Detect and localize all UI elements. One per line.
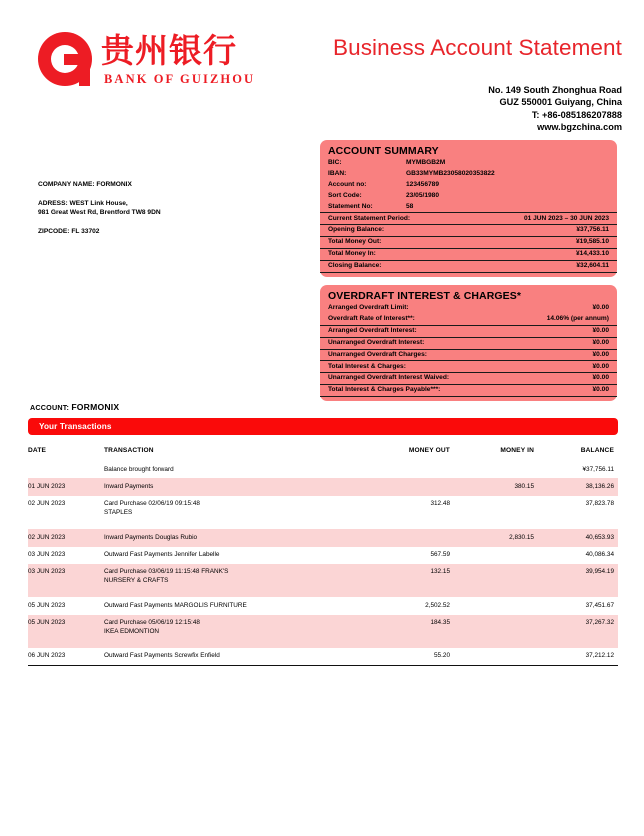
overdraft-row-arranged-interest-value: ¥0.00 <box>592 326 609 334</box>
table-row <box>28 564 618 597</box>
statement-header <box>0 0 644 133</box>
overdraft-row-unarranged-interest <box>320 337 617 349</box>
account-summary-title: ACCOUNT SUMMARY <box>328 145 439 157</box>
cell-transaction: Outward Fast Payments Jennifer Labelle <box>104 551 220 559</box>
cell-transaction: Inward Payments <box>104 478 358 495</box>
customer-zipcode: ZIPCODE: FL 33702 <box>38 227 100 235</box>
cell-date: 02 JUN 2023 <box>28 529 104 546</box>
summary-field-sort-code-value: 23/05/1980 <box>406 191 440 199</box>
cell-transaction-line2: STAPLES <box>104 508 133 516</box>
table-row <box>28 615 618 648</box>
table-row <box>28 529 618 546</box>
account-summary-panel <box>320 140 617 277</box>
cell-money-in <box>454 615 538 648</box>
bank-name-english: BANK OF GUIZHOU <box>104 71 256 86</box>
table-row <box>28 648 618 666</box>
cell-balance: ¥37,756.11 <box>582 465 614 473</box>
cell-balance: 38,136.26 <box>538 478 618 495</box>
cell-money-out: 312.48 <box>430 500 450 508</box>
bank-logo-text <box>101 32 255 87</box>
summary-row-opening-balance <box>320 224 617 236</box>
cell-date: 03 JUN 2023 <box>28 551 66 559</box>
summary-row-total-money-in-value: ¥14,433.10 <box>575 250 609 258</box>
cell-money-in <box>454 496 538 529</box>
cell-money-out: 567.59 <box>430 551 450 559</box>
overdraft-row-interest-waived-label: Unarranged Overdraft Interest Waived: <box>328 374 450 382</box>
account-holder-line <box>30 402 119 412</box>
summary-field-statement-no-label: Statement No: <box>328 202 373 210</box>
overdraft-row-total-interest-charges-label: Total Interest & Charges: <box>328 362 406 370</box>
overdraft-row-unarranged-charges-value: ¥0.00 <box>592 350 609 358</box>
summary-field-account-no-value: 123456789 <box>406 180 440 188</box>
bank-website: www.bgzchina.com <box>537 122 622 133</box>
summary-row-closing-balance-value: ¥32,604.11 <box>576 262 609 270</box>
transactions-table <box>28 445 618 666</box>
table-bottom-rule-cell <box>28 666 618 667</box>
cell-date: 06 JUN 2023 <box>28 652 66 660</box>
cell-date <box>28 461 104 478</box>
column-header-transaction: TRANSACTION <box>104 447 154 454</box>
cell-date: 05 JUN 2023 <box>28 601 66 609</box>
overdraft-row-unarranged-interest-label: Unarranged Overdraft Interest: <box>328 338 425 346</box>
summary-row-statement-period <box>320 212 617 224</box>
table-bottom-rule <box>28 666 618 667</box>
cell-transaction: Card Purchase 02/06/19 09:15:48 STAPLES <box>104 496 358 529</box>
cell-money-in <box>454 648 538 666</box>
column-header-balance: BALANCE <box>580 447 614 454</box>
overdraft-row-interest-waived-value: ¥0.00 <box>592 374 609 382</box>
bank-address <box>488 84 622 134</box>
cell-transaction: Inward Payments Douglas Rubio <box>104 529 358 546</box>
summary-field-iban <box>320 169 617 180</box>
table-row <box>28 478 618 495</box>
summary-field-sort-code <box>320 191 617 202</box>
table-row <box>28 461 618 478</box>
summary-row-opening-balance-value: ¥37,756.11 <box>576 226 609 234</box>
overdraft-row-arranged-limit-value: ¥0.00 <box>592 304 609 312</box>
customer-details <box>38 180 161 236</box>
cell-transaction-line2: IKEA EDMONTION <box>104 627 160 635</box>
overdraft-row-arranged-limit-label: Arranged Overdraft Limit: <box>328 304 409 312</box>
cell-money-in <box>454 547 538 564</box>
cell-money-in <box>454 461 538 478</box>
summary-field-account-no <box>320 180 617 191</box>
overdraft-row-total-interest-charges <box>320 360 617 372</box>
cell-money-out <box>358 529 454 546</box>
cell-date: 05 JUN 2023 <box>28 615 104 648</box>
bank-address-city: GUZ 550001 Guiyang, China <box>499 97 622 108</box>
summary-field-account-no-label: Account no: <box>328 180 367 188</box>
overdraft-row-rate-of-interest-label: Overdraft Rate of Interest**: <box>328 315 415 323</box>
cell-date: 01 JUN 2023 <box>28 478 104 495</box>
overdraft-row-interest-waived <box>320 372 617 384</box>
cell-transaction: Outward Fast Payments Screwfix Enfield <box>104 652 220 660</box>
overdraft-row-total-payable-label: Total Interest & Charges Payable***: <box>328 386 441 394</box>
bank-logo <box>38 32 255 87</box>
overdraft-row-total-payable <box>320 384 617 397</box>
summary-field-bic-value: MYMBGB2M <box>406 159 446 167</box>
column-header-money-out: MONEY OUT <box>408 447 450 454</box>
cell-date: 02 JUN 2023 <box>28 500 66 508</box>
cell-money-out: 2,502.52 <box>425 601 450 609</box>
summary-field-bic <box>320 158 617 169</box>
customer-address-line-1: ADRESS: WEST Link House, <box>38 199 128 207</box>
column-header-money-in: MONEY IN <box>500 447 534 454</box>
cell-transaction: Card Purchase 03/06/19 11:15:48 FRANK'S NURSERY & CRAFTS <box>104 564 358 597</box>
summary-row-statement-period-label: Current Statement Period: <box>328 214 411 222</box>
cell-balance: 37,823.78 <box>585 500 614 508</box>
overdraft-row-arranged-interest-label: Arranged Overdraft Interest: <box>328 326 417 334</box>
summary-row-closing-balance <box>320 260 617 273</box>
cell-balance: 40,653.93 <box>538 529 618 546</box>
cell-money-in: 2,830.15 <box>454 529 538 546</box>
cell-money-out: 132.15 <box>358 564 454 597</box>
transactions-section-title: Your Transactions <box>39 422 112 431</box>
transactions-table-body <box>28 461 618 666</box>
guizhou-g-mark-icon <box>38 32 92 86</box>
cell-money-out: 184.35 <box>358 615 454 648</box>
cell-money-in: 380.15 <box>454 478 538 495</box>
cell-transaction: Balance brought forward <box>104 465 174 473</box>
summary-row-opening-balance-label: Opening Balance: <box>328 226 385 234</box>
bank-phone: T: +86-085186207888 <box>531 109 622 120</box>
overdraft-panel-title: OVERDRAFT INTEREST & CHARGES* <box>328 290 522 302</box>
summary-row-total-money-in-label: Total Money In: <box>328 250 376 258</box>
customer-address-line-2: 981 Great West Rd, Brentford TW8 9DN <box>38 209 161 216</box>
table-header-row <box>28 445 618 461</box>
cell-money-out <box>358 478 454 495</box>
bank-address-street: No. 149 South Zhonghua Road <box>488 85 622 95</box>
cell-balance: 37,267.32 <box>538 615 618 648</box>
cell-balance: 40,086.34 <box>585 551 614 559</box>
overdraft-row-unarranged-charges <box>320 349 617 361</box>
account-holder-prefix: ACCOUNT: <box>30 403 70 412</box>
overdraft-row-rate-of-interest-value: 14.06% (per annum) <box>546 315 609 323</box>
summary-row-closing-balance-label: Closing Balance: <box>328 262 382 270</box>
overdraft-row-total-interest-charges-value: ¥0.00 <box>592 362 609 370</box>
summary-row-total-money-out <box>320 236 617 248</box>
summary-field-sort-code-label: Sort Code: <box>328 191 362 199</box>
summary-field-bic-label: BIC: <box>328 159 342 167</box>
cell-transaction-line2: NURSERY & CRAFTS <box>104 576 169 584</box>
transactions-section-bar <box>28 418 618 435</box>
overdraft-row-rate-of-interest <box>320 314 617 325</box>
cell-balance: 37,451.67 <box>585 601 614 609</box>
overdraft-row-total-payable-value: ¥0.00 <box>592 386 609 394</box>
cell-date: 03 JUN 2023 <box>28 564 104 597</box>
cell-money-in <box>454 597 538 614</box>
table-row <box>28 597 618 614</box>
cell-money-out: 55.20 <box>434 652 450 660</box>
summary-field-iban-value: GB33MYMB23058020353822 <box>406 170 495 178</box>
summary-field-iban-label: IBAN: <box>328 170 347 178</box>
transactions-table-header <box>28 445 618 461</box>
summary-row-statement-period-value: 01 JUN 2023 – 30 JUN 2023 <box>523 214 609 222</box>
summary-row-total-money-out-label: Total Money Out: <box>328 238 382 246</box>
account-holder-name: FORMONIX <box>71 402 120 412</box>
cell-balance: 39,954.19 <box>538 564 618 597</box>
cell-transaction: Card Purchase 05/06/19 12:15:48 IKEA EDMONTION <box>104 615 358 648</box>
bank-name-chinese: 贵州银行 <box>101 31 237 70</box>
cell-money-in <box>454 564 538 597</box>
overdraft-row-unarranged-charges-label: Unarranged Overdraft Charges: <box>328 350 427 358</box>
column-header-date: DATE <box>28 447 47 454</box>
table-row <box>28 496 618 529</box>
table-row <box>28 547 618 564</box>
cell-money-out <box>358 461 454 478</box>
overdraft-row-arranged-limit <box>320 303 617 314</box>
summary-row-total-money-in <box>320 248 617 260</box>
customer-company-name: COMPANY NAME: FORMONIX <box>38 181 132 188</box>
overdraft-charges-panel <box>320 285 617 401</box>
page-title: Business Account Statement <box>332 35 622 60</box>
summary-row-total-money-out-value: ¥19,585.10 <box>575 238 609 246</box>
cell-transaction: Outward Fast Payments MARGOLIS FURNITURE <box>104 601 247 609</box>
overdraft-row-unarranged-interest-value: ¥0.00 <box>592 338 609 346</box>
summary-field-statement-no-value: 58 <box>406 202 414 210</box>
summary-field-statement-no <box>320 202 617 213</box>
overdraft-row-arranged-interest <box>320 325 617 337</box>
cell-balance: 37,212.12 <box>585 652 614 660</box>
